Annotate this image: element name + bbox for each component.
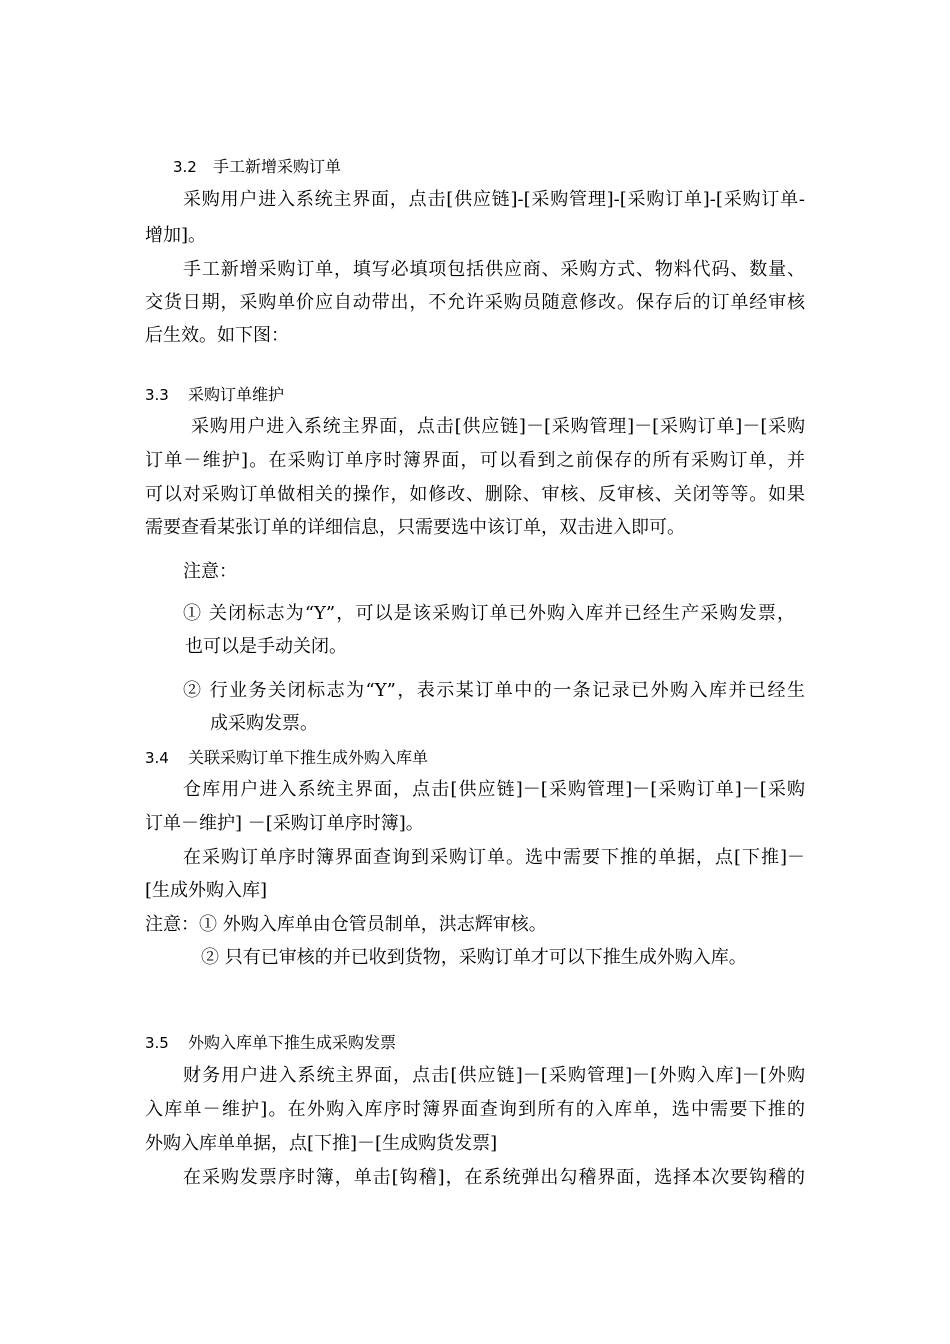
note-item-2-cont: 成采购发票。 [210, 713, 318, 734]
paragraph-line: 仓库用户进入系统主界面，点击[供应链]－[采购管理]－[采购订单]－[采购 [183, 779, 805, 800]
section-title: 关联采购订单下推生成外购入库单 [188, 748, 429, 767]
section-number: 3.5 [145, 1034, 169, 1052]
paragraph-line: 入库单－维护]。在外购入库序时簿界面查询到所有的入库单，选中需要下推的 [145, 1099, 805, 1120]
section-title: 手工新增采购订单 [213, 157, 342, 176]
paragraph-line: 在采购发票序时簿，单击[钩稽]，在系统弹出勾稽界面，选择本次要钩稽的 [183, 1167, 805, 1188]
paragraph-line: [生成外购入库] [145, 880, 268, 901]
paragraph-line: 采购用户进入系统主界面，点击[供应链]－[采购管理]－[采购订单]－[采购 [191, 416, 805, 437]
paragraph-line: 增加]。 [145, 225, 207, 246]
note-label: 注意： [183, 561, 237, 582]
paragraph-line: 订单－维护]。在采购订单序时簿界面，可以看到之前保存的所有采购订单，并 [145, 450, 805, 471]
section-title: 外购入库单下推生成采购发票 [188, 1033, 397, 1052]
section-heading-3-2 [173, 155, 341, 179]
paragraph-line: 在采购订单序时簿界面查询到采购订单。选中需要下推的单据，点[下推]－ [183, 847, 805, 868]
section-heading-3-3 [145, 383, 284, 407]
paragraph-line: 外购入库单单据，点[下推]－[生成购货发票] [145, 1133, 498, 1154]
paragraph-line: 需要查看某张订单的详细信息，只需要选中该订单，双击进入即可。 [145, 517, 685, 538]
section-title: 采购订单维护 [188, 385, 285, 404]
note-item-2: ② 行业务关闭标志为“Y”，表示某订单中的一条记录已外购入库并已经生 [183, 680, 805, 701]
note-line: 注意：① 外购入库单由仓管员制单，洪志辉审核。 [145, 914, 547, 935]
paragraph-line: 采购用户进入系统主界面，点击[供应链]-[采购管理]-[采购订单]-[采购订单- [183, 189, 805, 210]
section-number: 3.2 [173, 158, 197, 176]
note-line: ② 只有已审核的并已收到货物，采购订单才可以下推生成外购入库。 [201, 947, 747, 968]
paragraph-line: 手工新增采购订单，填写必填项包括供应商、采购方式、物料代码、数量、 [183, 259, 805, 280]
section-number: 3.4 [145, 749, 169, 767]
note-item-1: ① 关闭标志为“Y”，可以是该采购订单已外购入库并已经生产采购发票， [183, 603, 795, 624]
paragraph-line: 订单－维护] －[采购订单序时簿]。 [145, 813, 424, 834]
section-heading-3-4 [145, 746, 428, 770]
paragraph-line: 后生效。如下图： [145, 325, 289, 346]
section-number: 3.3 [145, 386, 169, 404]
paragraph-line: 交货日期，采购单价应自动带出，不允许采购员随意修改。保存后的订单经审核 [145, 292, 805, 313]
section-heading-3-5 [145, 1031, 396, 1055]
note-item-1-cont: 也可以是手动关闭。 [185, 636, 347, 657]
paragraph-line: 可以对采购订单做相关的操作，如修改、删除、审核、反审核、关闭等等。如果 [145, 484, 805, 505]
paragraph-line: 财务用户进入系统主界面，点击[供应链]－[采购管理]－[外购入库]－[外购 [183, 1065, 805, 1086]
